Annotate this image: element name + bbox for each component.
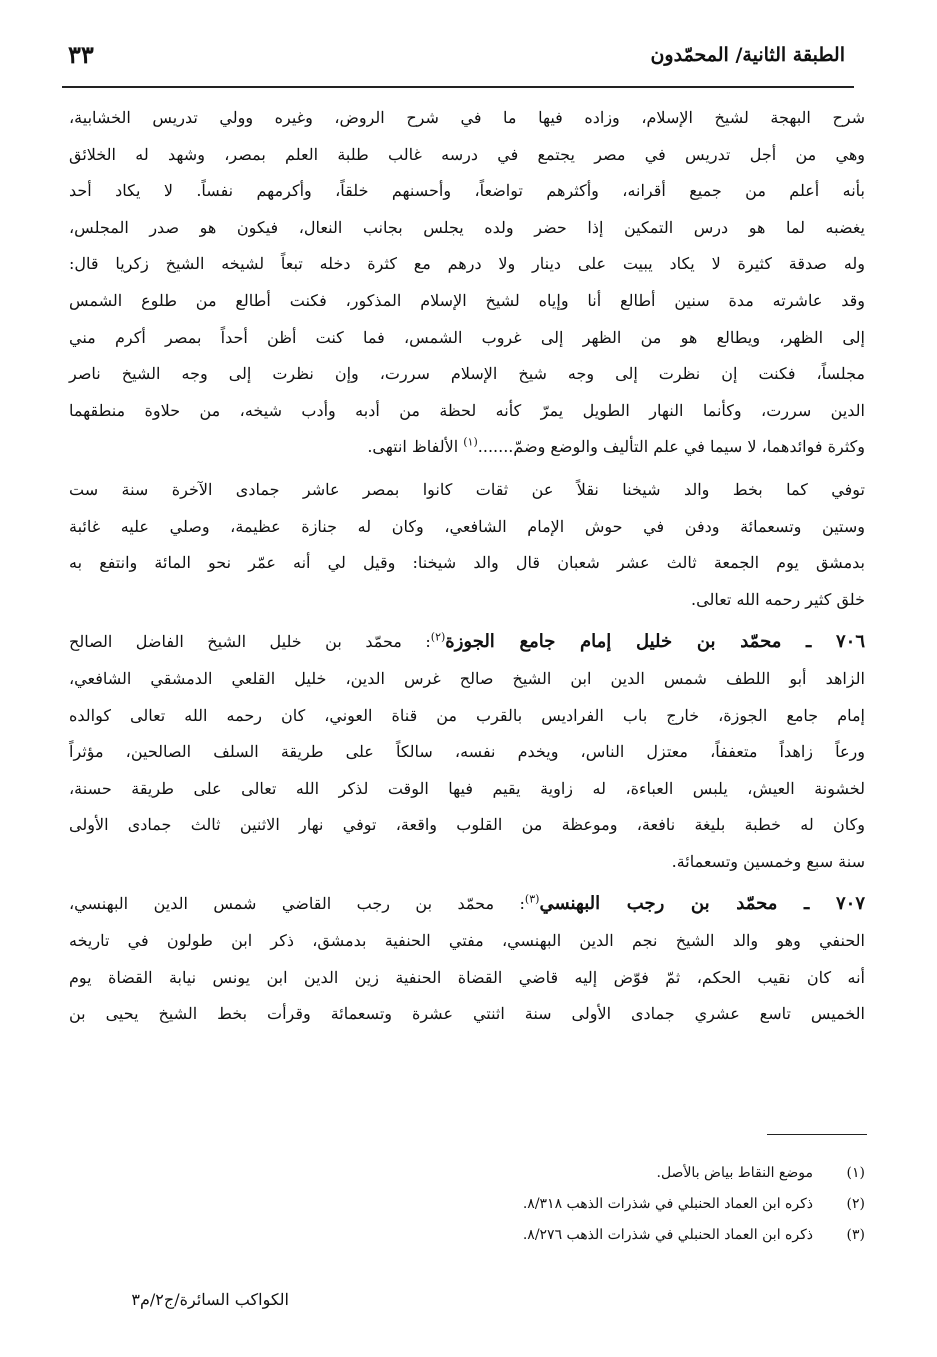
footnote-marker: (٣) [524,893,540,907]
text-line: خلق كثير رحمه الله تعالى. [691,589,865,609]
text-line: وستين وتسعمائة ودفن في حوش الإمام الشافعي، وكان له جنازة عظيمة، وصلي عليه غائبة [69,516,866,536]
entry-707-first-line [69,886,865,923]
header-rule [62,86,854,88]
text-line: وله صدقة كثيرة لا يكاد يبيت على دينار ولا درهم مع كثرة دخله تبعاً لشيخه الشيخ زكريا قال: [69,254,865,274]
text-line: الحنفي وهو والد الشيخ نجم الدين البهنسي، مفتي الحنفية بدمشق، ذكر ابن طولون في تاريخه [69,931,865,951]
text-line: توفي كما بخط والد شيخنا نقلاً عن ثقات كانوا بمصر عاشر جمادى الآخرة سنة ست [69,479,865,499]
text-line: شرح البهجة لشيخ الإسلام، وزاده فيها ما في شرح الروض، وغيره وولي تدريس الخشابية، [69,108,865,127]
footnote-text: ذكره ابن العماد الحنبلي في شذرات الذهب ٨/٢٧٦. [522,1227,813,1243]
text-segment: : محمّد بن خليل الشيخ الفاضل الصالح [69,632,431,652]
text-line: سنة سبع وخمسين وتسعمائة. [671,851,865,871]
footnote [85,1220,865,1251]
printer-signature: الكواكب السائرة/ج٢/م٣ [131,1290,289,1309]
text-line: الزاهد أبو اللطف شمس الدين ابن الشيخ صالح غرس الدين، خليل القلعي الدمشقي الشافعي، [69,668,865,688]
footnote [85,1158,865,1189]
text-line: يغضبه لما هو درس التمكين إذا حضر ولده يجلس بجانب النعال، فيكون هو صدر المجلس، [69,217,865,237]
text-line: مجلساً، فكنت إن نظرت إلى وجه شيخ الإسلام سررت، وإن نظرت إلى وجه الشيخ ناصر [69,364,865,384]
footnote-marker: (٢) [430,630,446,644]
entry-title: ٧٠٦ ـ محمّد بن خليل إمام جامع الجوزة [445,631,865,653]
text-segment: وكثرة فوائدهما، لا سيما في علم التأليف والوضع وضمّ....... [477,437,865,457]
footnote-number: (٢) [846,1196,865,1212]
text-line: الدين سررت، وكأنما النهار الطويل يمرّ كأنه لحظة من أدبه وأدب شيخه، من حلاوة منطقهما [69,400,865,420]
footnote-text: ذكره ابن العماد الحنبلي في شذرات الذهب ٨/٣١٨. [522,1196,813,1212]
text-line: لخشونة العيش، يلبس العباءة، له زاوية يقيم فيها الوقت لذكر الله تعالى على طريقة حسنة، [69,778,866,798]
text-line: ورعاً زاهداً متعففاً، معتزل الناس، ويخدم نفسه، سالكاً على طريقة السلف الصالحين، مؤثراً [69,742,865,762]
footnote-number: (١) [846,1165,865,1181]
text-line: بدمشق يوم الجمعة ثالث عشر شعبان قال والد شيخنا: وقيل لي أنه عمّر نحو المائة وانتفع به [69,553,865,573]
footnote-marker: (١) [463,436,478,450]
text-line: إمام جامع الجوزة، خارج باب الفراديس بالقرب من قناة العوني، كان رحمه الله تعالى كوالده [69,705,865,725]
text-line: بأنه أعلم من جميع أقرانه، وأكثرهم تواضعاً، وأحسنهم خلقاً، وأكرمهم نفساً. لا يكاد أحد [69,181,865,201]
text-line: وقد عاشرته مدة سنين أطالع أنا وإياه لشيخ الإسلام المذكور، فكنت أطالع من طلوع الشمس [69,290,865,310]
text-segment: الألفاظ انتهى. [367,437,459,457]
entry-title: ٧٠٧ ـ محمّد بن رجب البهنسي [539,893,865,915]
text-line: وكان له خطبة بليغة نافعة، وموعظة من القلوب واقعة، توفي نهار الاثنين ثالث جمادى الأولى [69,815,865,835]
footnote-rule [767,1134,867,1135]
footnote [85,1189,865,1220]
footnotes [85,1158,865,1251]
text-segment: : محمّد بن رجب القاضي شمس الدين البهنسي، [69,894,525,914]
page-number: ٣٣ [68,40,94,69]
body-text [69,100,865,1033]
text-line: الخميس تاسع عشري جمادى الأولى سنة اثنتي عشرة وتسعمائة وقرأت بخط الشيخ يحيى بن [69,1004,866,1024]
entry-706-first-line [69,624,865,661]
text-line: أنه كان نقيب الحكم، ثمّ فوّض إليه قاضي القضاة الحنفية زين الدين ابن يونس نيابة القضاة يوم [69,967,865,987]
text-line: إلى الظهر، ويطالع هو من الظهر إلى غروب الشمس، فما كنت أظن أحداً بمصر أكرم مني [69,327,865,347]
text-line: وهي من أجل تدريس في مصر يجتمع في درسه غالب طلبة العلم بمصر، وشهد له الخلائق [69,144,866,164]
footnote-number: (٣) [846,1227,865,1243]
running-head: الطبقة الثانية/ المحمّدون [650,44,845,66]
footnote-text: موضع النقاط بياض بالأصل. [656,1165,813,1181]
text-line [69,429,865,466]
